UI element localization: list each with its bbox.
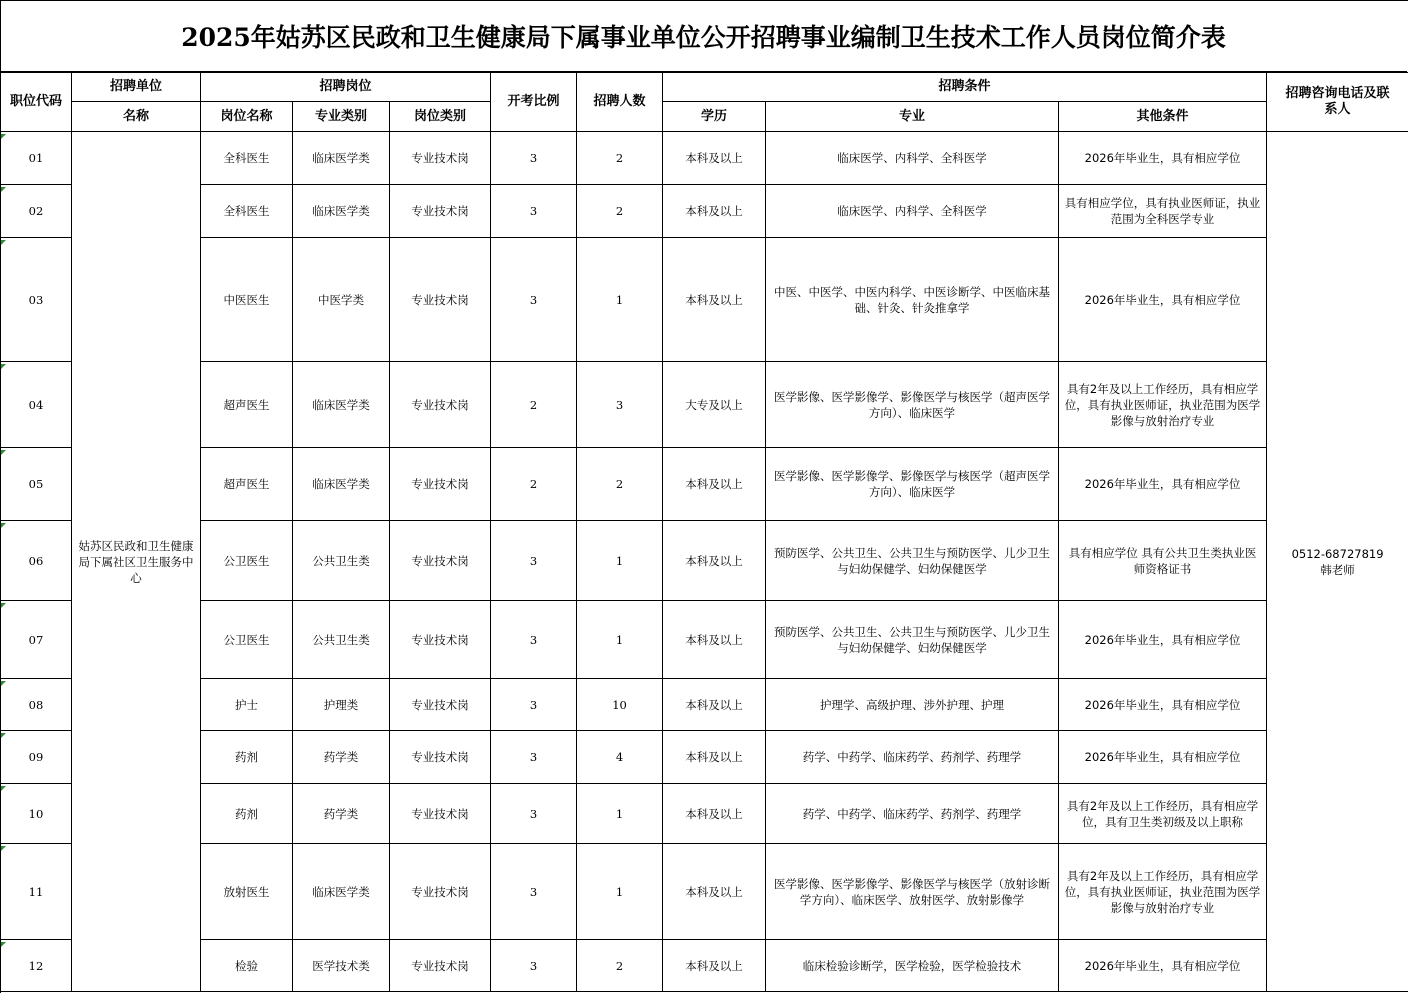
education-cell: 本科及以上	[663, 521, 766, 601]
education-cell: 本科及以上	[663, 784, 766, 844]
header-unit-name: 名称	[72, 102, 201, 132]
table-row	[1, 521, 1408, 601]
header-contact: 招聘咨询电话及联系人	[1267, 73, 1408, 132]
major-cell: 药学、中药学、临床药学、药剂学、药理学	[766, 731, 1059, 784]
other-conditions-cell: 具有2年及以上工作经历，具有相应学位，具有执业医师证，执业范围为医学影像与放射治疗专业	[1059, 362, 1267, 448]
other-conditions-cell: 具有2年及以上工作经历，具有相应学位，具有卫生类初级及以上职称	[1059, 784, 1267, 844]
post-name-cell: 中医医生	[201, 238, 293, 362]
post-name-cell: 护士	[201, 679, 293, 731]
specialty-cell: 公共卫生类	[293, 601, 390, 679]
other-conditions-cell: 2026年毕业生，具有相应学位	[1059, 448, 1267, 521]
header-job-code: 职位代码	[1, 73, 72, 132]
job-code-cell: 12	[1, 940, 72, 992]
exam-ratio-cell: 3	[491, 784, 577, 844]
job-code-cell: 01	[1, 132, 72, 185]
post-name-cell: 超声医生	[201, 362, 293, 448]
post-category-cell: 专业技术岗	[390, 185, 491, 238]
header-education: 学历	[663, 102, 766, 132]
header-row-2	[1, 102, 1408, 132]
education-cell: 本科及以上	[663, 844, 766, 940]
major-cell: 临床检验诊断学，医学检验，医学检验技术	[766, 940, 1059, 992]
post-category-cell: 专业技术岗	[390, 238, 491, 362]
post-name-cell: 超声医生	[201, 448, 293, 521]
exam-ratio-cell: 3	[491, 731, 577, 784]
recruit-count-cell: 2	[577, 185, 663, 238]
other-conditions-cell: 2026年毕业生，具有相应学位	[1059, 731, 1267, 784]
major-cell: 护理学、高级护理、涉外护理、护理	[766, 679, 1059, 731]
post-name-cell: 公卫医生	[201, 601, 293, 679]
major-cell: 预防医学、公共卫生、公共卫生与预防医学、儿少卫生与妇幼保健学、妇幼保健医学	[766, 601, 1059, 679]
post-category-cell: 专业技术岗	[390, 784, 491, 844]
header-other-conditions: 其他条件	[1059, 102, 1267, 132]
recruit-count-cell: 1	[577, 521, 663, 601]
cell-note-marker	[1, 364, 6, 369]
job-code-cell: 07	[1, 601, 72, 679]
exam-ratio-cell: 3	[491, 132, 577, 185]
specialty-cell: 临床医学类	[293, 185, 390, 238]
post-category-cell: 专业技术岗	[390, 844, 491, 940]
exam-ratio-cell: 3	[491, 679, 577, 731]
other-conditions-cell: 2026年毕业生，具有相应学位	[1059, 601, 1267, 679]
recruit-count-cell: 1	[577, 784, 663, 844]
specialty-cell: 临床医学类	[293, 132, 390, 185]
major-cell: 医学影像、医学影像学、影像医学与核医学（超声医学方向）、临床医学	[766, 448, 1059, 521]
recruit-count-cell: 4	[577, 731, 663, 784]
job-table	[0, 72, 1408, 992]
exam-ratio-cell: 3	[491, 940, 577, 992]
exam-ratio-cell: 3	[491, 521, 577, 601]
header-major: 专业	[766, 102, 1059, 132]
specialty-cell: 医学技术类	[293, 940, 390, 992]
cell-note-marker	[1, 134, 6, 139]
specialty-cell: 临床医学类	[293, 362, 390, 448]
page-title: 2025年姑苏区民政和卫生健康局下属事业单位公开招聘事业编制卫生技术工作人员岗位简介表	[0, 0, 1407, 72]
cell-note-marker	[1, 786, 6, 791]
recruit-count-cell: 10	[577, 679, 663, 731]
table-row	[1, 601, 1408, 679]
other-conditions-cell: 2026年毕业生，具有相应学位	[1059, 940, 1267, 992]
cell-note-marker	[1, 846, 6, 851]
contact-cell	[1267, 132, 1408, 992]
specialty-cell: 药学类	[293, 731, 390, 784]
post-category-cell: 专业技术岗	[390, 731, 491, 784]
other-conditions-cell: 2026年毕业生，具有相应学位	[1059, 679, 1267, 731]
cell-note-marker	[1, 603, 6, 608]
table-row	[1, 362, 1408, 448]
header-conditions: 招聘条件	[663, 73, 1267, 102]
education-cell: 本科及以上	[663, 940, 766, 992]
post-category-cell: 专业技术岗	[390, 521, 491, 601]
major-cell: 中医、中医学、中医内科学、中医诊断学、中医临床基础、针灸、针灸推拿学	[766, 238, 1059, 362]
job-code-cell: 04	[1, 362, 72, 448]
major-cell: 药学、中药学、临床药学、药剂学、药理学	[766, 784, 1059, 844]
table-row	[1, 844, 1408, 940]
recruit-count-cell: 1	[577, 238, 663, 362]
education-cell: 本科及以上	[663, 679, 766, 731]
job-code-cell: 08	[1, 679, 72, 731]
table-row	[1, 238, 1408, 362]
cell-note-marker	[1, 187, 6, 192]
specialty-cell: 临床医学类	[293, 448, 390, 521]
cell-note-marker	[1, 942, 6, 947]
education-cell: 本科及以上	[663, 731, 766, 784]
other-conditions-cell: 2026年毕业生，具有相应学位	[1059, 238, 1267, 362]
other-conditions-cell: 具有2年及以上工作经历，具有相应学位，具有执业医师证，执业范围为医学影像与放射治疗专业	[1059, 844, 1267, 940]
post-name-cell: 检验	[201, 940, 293, 992]
education-cell: 本科及以上	[663, 185, 766, 238]
recruit-count-cell: 3	[577, 362, 663, 448]
other-conditions-cell: 具有相应学位 具有公共卫生类执业医师资格证书	[1059, 521, 1267, 601]
table-row	[1, 185, 1408, 238]
job-code-cell: 09	[1, 731, 72, 784]
job-code-cell: 10	[1, 784, 72, 844]
table-row	[1, 731, 1408, 784]
post-name-cell: 公卫医生	[201, 521, 293, 601]
specialty-cell: 公共卫生类	[293, 521, 390, 601]
post-category-cell: 专业技术岗	[390, 448, 491, 521]
exam-ratio-cell: 3	[491, 844, 577, 940]
education-cell: 本科及以上	[663, 448, 766, 521]
education-cell: 大专及以上	[663, 362, 766, 448]
table-row	[1, 679, 1408, 731]
recruit-count-cell: 1	[577, 844, 663, 940]
post-category-cell: 专业技术岗	[390, 362, 491, 448]
header-post-name: 岗位名称	[201, 102, 293, 132]
post-name-cell: 药剂	[201, 731, 293, 784]
education-cell: 本科及以上	[663, 132, 766, 185]
cell-note-marker	[1, 240, 6, 245]
cell-note-marker	[1, 681, 6, 686]
cell-note-marker	[1, 450, 6, 455]
exam-ratio-cell: 3	[491, 238, 577, 362]
specialty-cell: 临床医学类	[293, 844, 390, 940]
job-code-cell: 11	[1, 844, 72, 940]
header-exam-ratio: 开考比例	[491, 73, 577, 132]
header-recruit-count: 招聘人数	[577, 73, 663, 132]
table-row	[1, 132, 1408, 185]
major-cell: 预防医学、公共卫生、公共卫生与预防医学、儿少卫生与妇幼保健学、妇幼保健医学	[766, 521, 1059, 601]
cell-note-marker	[1, 733, 6, 738]
table-row	[1, 448, 1408, 521]
header-recruit-post: 招聘岗位	[201, 73, 491, 102]
table-body	[1, 132, 1408, 992]
major-cell: 医学影像、医学影像学、影像医学与核医学（超声医学方向）、临床医学	[766, 362, 1059, 448]
post-name-cell: 全科医生	[201, 132, 293, 185]
recruit-count-cell: 2	[577, 132, 663, 185]
table-row	[1, 940, 1408, 992]
exam-ratio-cell: 2	[491, 362, 577, 448]
contact-phone: 0512-68727819	[1291, 546, 1384, 561]
specialty-cell: 中医学类	[293, 238, 390, 362]
job-code-cell: 06	[1, 521, 72, 601]
post-category-cell: 专业技术岗	[390, 601, 491, 679]
post-name-cell: 放射医生	[201, 844, 293, 940]
recruit-count-cell: 2	[577, 448, 663, 521]
post-name-cell: 全科医生	[201, 185, 293, 238]
header-row-1	[1, 73, 1408, 102]
recruit-count-cell: 1	[577, 601, 663, 679]
job-code-cell: 05	[1, 448, 72, 521]
job-code-cell: 03	[1, 238, 72, 362]
major-cell: 临床医学、内科学、全科医学	[766, 132, 1059, 185]
major-cell: 医学影像、医学影像学、影像医学与核医学（放射诊断学方向）、临床医学、放射医学、放射影像学	[766, 844, 1059, 940]
education-cell: 本科及以上	[663, 601, 766, 679]
exam-ratio-cell: 2	[491, 448, 577, 521]
specialty-cell: 药学类	[293, 784, 390, 844]
post-category-cell: 专业技术岗	[390, 132, 491, 185]
other-conditions-cell: 具有相应学位，具有执业医师证，执业范围为全科医学专业	[1059, 185, 1267, 238]
contact-person: 韩老师	[1320, 562, 1355, 577]
cell-note-marker	[1, 523, 6, 528]
recruit-count-cell: 2	[577, 940, 663, 992]
header-recruit-unit: 招聘单位	[72, 73, 201, 102]
post-category-cell: 专业技术岗	[390, 679, 491, 731]
other-conditions-cell: 2026年毕业生，具有相应学位	[1059, 132, 1267, 185]
job-code-cell: 02	[1, 185, 72, 238]
education-cell: 本科及以上	[663, 238, 766, 362]
unit-name-cell: 姑苏区民政和卫生健康局下属社区卫生服务中心	[72, 132, 201, 992]
exam-ratio-cell: 3	[491, 185, 577, 238]
exam-ratio-cell: 3	[491, 601, 577, 679]
specialty-cell: 护理类	[293, 679, 390, 731]
header-post-category: 岗位类别	[390, 102, 491, 132]
table-row	[1, 784, 1408, 844]
post-name-cell: 药剂	[201, 784, 293, 844]
major-cell: 临床医学、内科学、全科医学	[766, 185, 1059, 238]
header-specialty-category: 专业类别	[293, 102, 390, 132]
post-category-cell: 专业技术岗	[390, 940, 491, 992]
